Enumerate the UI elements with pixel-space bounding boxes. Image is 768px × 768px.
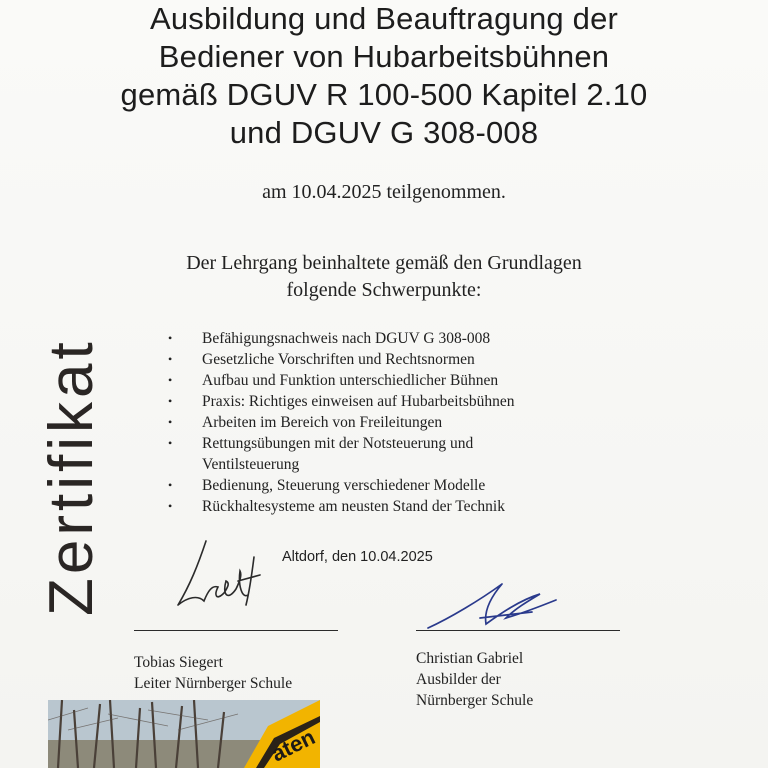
certificate-vertical-title: Zertifikat [37, 338, 106, 616]
signature-gabriel [420, 578, 570, 638]
signer-right-role-1: Ausbilder der [416, 671, 501, 688]
place-and-date: Altdorf, den 10.04.2025 [282, 549, 433, 565]
topic-item [160, 454, 630, 475]
heading-line-1: Ausbildung und Beauftragung der [149, 1, 619, 36]
heading-line-4: und DGUV G 308-008 [229, 115, 539, 150]
intro-line-1: Der Lehrgang beinhaltete gemäß den Grundlagen [186, 252, 582, 274]
signer-left [134, 652, 292, 694]
topic-text: Ventilsteuerung [202, 456, 300, 473]
signer-right [416, 648, 533, 711]
signature-line-right [416, 630, 620, 631]
intro-line-2: folgende Schwerpunkte: [286, 279, 482, 301]
topic-text: Praxis: Richtiges einweisen auf Hubarbeitsbühnen [202, 393, 515, 410]
signer-left-name: Tobias Siegert [134, 654, 223, 671]
signer-right-role-2: Nürnberger Schule [416, 692, 534, 709]
bullet-dot: • [168, 331, 173, 345]
topic-item [160, 370, 630, 391]
topic-item [160, 328, 630, 349]
topic-text: Bedienung, Steuerung verschiedener Modelle [202, 477, 486, 494]
bullet-dot: • [168, 352, 173, 366]
topic-text: Arbeiten im Bereich von Freileitungen [202, 414, 443, 431]
bullet-dot: • [168, 436, 173, 450]
topic-item [160, 475, 630, 496]
heading-line-2: Bediener von Hubarbeitsbühnen [158, 39, 610, 74]
topic-text: Aufbau und Funktion unterschiedlicher Bühnen [202, 372, 499, 389]
topic-item [160, 433, 630, 454]
bullet-dot: • [168, 415, 173, 429]
topic-text: Gesetzliche Vorschriften und Rechtsnormen [202, 351, 475, 368]
bullet-dot: • [168, 499, 173, 513]
signature-line-left [134, 630, 338, 631]
photo-sign-text: aten [267, 724, 319, 767]
signature-siegert [168, 535, 268, 615]
bullet-dot: • [168, 478, 173, 492]
topic-text: Rückhaltesysteme am neusten Stand der Technik [202, 498, 505, 515]
bullet-dot: • [168, 394, 173, 408]
heading-line-3: gemäß DGUV R 100-500 Kapitel 2.10 [120, 77, 648, 112]
topic-text: Befähigungsnachweis nach DGUV G 308-008 [202, 330, 491, 347]
bullet-dot: • [168, 373, 173, 387]
topic-text: Rettungsübungen mit der Notsteuerung und [202, 435, 474, 452]
topic-item [160, 349, 630, 370]
participation-date: am 10.04.2025 teilgenommen. [262, 181, 506, 203]
topic-item [160, 496, 630, 517]
topic-item [160, 391, 630, 412]
signer-right-name: Christian Gabriel [416, 650, 524, 667]
topic-item [160, 412, 630, 433]
training-photo [48, 700, 320, 768]
topic-list [160, 328, 630, 517]
signer-left-role: Leiter Nürnberger Schule [134, 675, 293, 692]
